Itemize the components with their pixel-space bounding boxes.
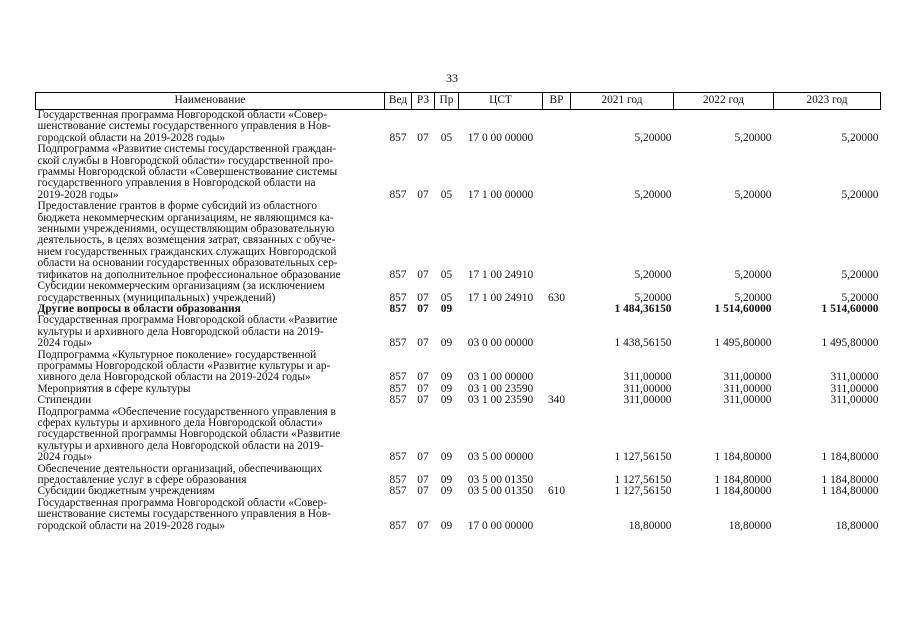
row-value-2022: 5,20000	[734, 131, 772, 144]
row-pr: 05	[440, 131, 453, 144]
row-ved: 857	[389, 268, 407, 281]
row-pr: 09	[440, 474, 453, 486]
page-number: 33	[446, 71, 458, 85]
row-rz: 07	[417, 131, 429, 144]
row-pr: 09	[440, 451, 453, 464]
column-header-name: Наименование	[36, 93, 385, 110]
row-vr	[543, 144, 571, 201]
row-ved: 857	[389, 519, 407, 532]
row-pr: 09	[440, 394, 453, 407]
row-rz: 07	[417, 337, 429, 350]
row-rz: 07	[417, 485, 429, 498]
budget-table	[35, 92, 881, 532]
row-value-2022: 5,20000	[734, 268, 772, 281]
row-vr	[543, 407, 571, 464]
column-header-ved: Вед	[385, 93, 412, 110]
row-vr	[543, 315, 571, 349]
row-name: Стипендии	[37, 394, 92, 407]
row-pr: 05	[440, 188, 453, 201]
row-value-2023: 1 184,80000	[821, 474, 879, 486]
row-pr: 05	[440, 291, 453, 304]
row-value-2022: 311,00000	[723, 394, 772, 407]
row-ved: 857	[389, 337, 407, 350]
row-name: Государственная программа Новгородской области «Совер- шенствование системы государственного управления в Нов- городской области на 2019-2028 годы»	[37, 496, 331, 532]
table-row	[36, 144, 881, 201]
column-header-2021: 2021 год	[571, 93, 674, 110]
row-vr	[543, 110, 571, 145]
row-cst: 03 5 00 01350	[467, 485, 534, 498]
row-pr: 09	[440, 302, 453, 315]
row-value-2021: 1 484,36150	[614, 302, 672, 315]
row-name: Государственная программа Новгородской области «Совер- шенствование системы государственного управления в Нов- городской области на 2019-2028 годы»	[37, 109, 331, 144]
row-name: Субсидии некоммерческим организациям (за исключением государственных (муниципальных) учреждений)	[37, 280, 325, 304]
row-pr: 09	[440, 485, 453, 498]
row-vr: 340	[547, 394, 566, 407]
table-row	[36, 315, 881, 349]
table-row	[36, 281, 881, 304]
row-name: Предоставление грантов в форме субсидий из областного бюджета некоммерческим организациям, не являющимся ка- зенными учреждениями, осуществляющим образовательную деятельность, в целях возмещения затрат, связанных с обуче- нием государственных гражданских служащих Новгородской области на основании государственных образовательных сер- тификатов на дополнительное профессиональное образование	[37, 200, 341, 281]
table-row	[36, 498, 881, 532]
row-value-2023: 311,00000	[830, 371, 879, 384]
row-cst: 17 0 00 00000	[467, 131, 534, 144]
column-header-2023: 2023 год	[774, 93, 881, 110]
row-value-2023: 18,80000	[835, 519, 879, 532]
row-ved: 857	[389, 291, 407, 304]
row-value-2021: 5,20000	[634, 291, 672, 304]
row-value-2021: 1 438,56150	[614, 337, 672, 350]
row-rz: 07	[417, 371, 429, 384]
table-row	[36, 464, 881, 487]
row-vr	[543, 350, 571, 384]
row-ved: 857	[389, 474, 407, 486]
row-pr: 09	[440, 371, 453, 384]
row-value-2022: 1 495,80000	[714, 337, 772, 350]
row-cst: 17 1 00 24910	[467, 268, 534, 281]
row-name: Субсидии бюджетным учреждениям	[37, 485, 215, 498]
row-rz: 07	[417, 302, 429, 315]
row-cst: 03 5 00 01350	[467, 474, 534, 486]
row-name: Подпрограмма «Культурное поколение» государственной программы Новгородской области «Развитие культуры и ар- хивного дела Новгородской области на 2019-2024 годы»	[37, 348, 331, 384]
row-value-2023: 1 514,60000	[821, 302, 879, 315]
row-ved: 857	[389, 302, 407, 315]
row-value-2023: 5,20000	[841, 291, 879, 304]
row-rz: 07	[417, 394, 429, 407]
row-rz: 07	[417, 291, 429, 304]
row-rz: 07	[417, 188, 429, 201]
row-pr: 09	[440, 519, 453, 532]
table-header-row	[36, 93, 881, 110]
column-header-2022: 2022 год	[674, 93, 774, 110]
row-name: Государственная программа Новгородской области «Развитие культуры и архивного дела Новгородской области на 2019- 2024 годы»	[37, 314, 338, 350]
column-header-cst: ЦСТ	[459, 93, 543, 110]
row-rz: 07	[417, 268, 429, 281]
row-cst: 03 1 00 23590	[467, 382, 534, 395]
row-value-2022: 1 184,80000	[714, 474, 772, 486]
row-value-2023: 311,00000	[830, 394, 879, 407]
row-cst: 03 1 00 00000	[467, 371, 534, 384]
column-header-vr: ВР	[543, 93, 571, 110]
row-vr	[543, 304, 571, 315]
table-row	[36, 110, 881, 145]
table-row	[36, 201, 881, 281]
row-rz: 07	[417, 382, 429, 395]
row-vr	[543, 498, 571, 532]
table-row	[36, 395, 881, 406]
row-value-2023: 311,00000	[830, 382, 879, 395]
row-vr	[543, 201, 571, 281]
row-cst: 03 0 00 00000	[467, 337, 534, 350]
row-value-2023: 5,20000	[841, 188, 879, 201]
row-value-2021: 311,00000	[623, 382, 672, 395]
row-name: Обеспечение деятельности организаций, обеспечивающих предоставление услуг в сфере образования	[37, 462, 323, 486]
row-value-2023: 5,20000	[841, 268, 879, 281]
column-header-rz: РЗ	[412, 93, 435, 110]
row-vr	[543, 464, 571, 487]
table-row	[36, 407, 881, 464]
row-value-2022: 18,80000	[728, 519, 772, 532]
row-value-2021: 1 127,56150	[614, 474, 672, 486]
row-value-2022: 311,00000	[723, 371, 772, 384]
row-ved: 857	[389, 371, 407, 384]
row-ved: 857	[389, 394, 407, 407]
row-value-2021: 1 127,56150	[614, 451, 672, 464]
row-rz: 07	[417, 451, 429, 464]
row-value-2021: 311,00000	[623, 394, 672, 407]
row-cst	[459, 304, 543, 315]
row-value-2022: 311,00000	[723, 382, 772, 395]
row-value-2021: 5,20000	[634, 131, 672, 144]
row-value-2021: 5,20000	[634, 188, 672, 201]
row-value-2021: 1 127,56150	[614, 485, 672, 498]
row-value-2023: 5,20000	[841, 131, 879, 144]
table-body	[36, 110, 881, 533]
row-rz: 07	[417, 474, 429, 486]
row-cst: 17 0 00 00000	[467, 519, 534, 532]
row-value-2023: 1 184,80000	[821, 485, 879, 498]
row-value-2023: 1 495,80000	[821, 337, 879, 350]
row-pr: 09	[440, 337, 453, 350]
row-ved: 857	[389, 382, 407, 395]
row-ved: 857	[389, 451, 407, 464]
row-value-2021: 5,20000	[634, 268, 672, 281]
table-row	[36, 350, 881, 384]
row-value-2022: 1 514,60000	[714, 302, 772, 315]
row-value-2023: 1 184,80000	[821, 451, 879, 464]
row-value-2022: 1 184,80000	[714, 485, 772, 498]
row-ved: 857	[389, 188, 407, 201]
row-name: Другие вопросы в области образования	[37, 302, 241, 315]
row-vr: 630	[547, 291, 566, 304]
row-value-2022: 5,20000	[734, 291, 772, 304]
row-value-2022: 1 184,80000	[714, 451, 772, 464]
row-value-2021: 18,80000	[628, 519, 672, 532]
row-value-2021: 311,00000	[623, 371, 672, 384]
column-header-pr: Пр	[435, 93, 459, 110]
row-ved: 857	[389, 131, 407, 144]
row-name: Подпрограмма «Развитие системы государственной граждан- ской службы в Новгородской области» государственной про- граммы Новгородской области «Совершенствование системы государственного управления в Новгородской области на 2019-2028 годы»	[37, 143, 338, 201]
row-cst: 03 5 00 00000	[467, 451, 534, 464]
row-name: Подпрограмма «Обеспечение государственного управления в сферах культуры и архивного дела Новгородской области» государственной программы Новгородской области «Развитие культуры и архивного дела Новгородской области на 2019- 2024 годы»	[37, 405, 341, 464]
row-cst: 17 1 00 24910	[467, 291, 534, 304]
row-value-2022: 5,20000	[734, 188, 772, 201]
row-rz: 07	[417, 519, 429, 532]
row-cst: 03 1 00 23590	[467, 394, 534, 407]
row-pr: 09	[440, 382, 453, 395]
row-pr: 05	[440, 268, 453, 281]
row-cst: 17 1 00 00000	[467, 188, 534, 201]
row-name: Мероприятия в сфере культуры	[37, 382, 191, 395]
row-ved: 857	[389, 485, 407, 498]
row-vr: 610	[547, 485, 566, 498]
